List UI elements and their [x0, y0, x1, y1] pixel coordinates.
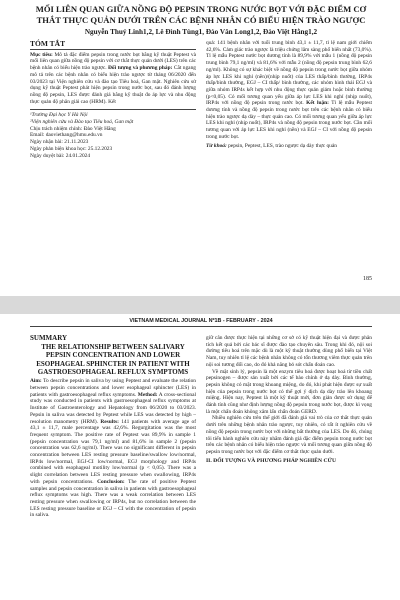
conclusion-label-vn: Kết luận: — [306, 100, 329, 107]
method-label: Method: — [137, 391, 158, 398]
abstract-purpose — [30, 52, 196, 106]
intro-paragraph-1: giữ cân được thực hiện tại những cơ sở có kỹ thuật hiện đại và được phân tích kết quả bởi các bác sĩ được đào tạo chuyên sâu. Trong khi đó, nội soi đường tiêu hoá trên mặc dù là một kỹ thuật thường dùng phổ biến tại Việt Nam, tuy nhiên tỉ lệ các bệnh nhân không có tổn thương viêm thực quản trên nội soi tương đối cao, do đó khả năng bỏ sót chẩn đoán cao. — [206, 335, 372, 368]
page-separator — [0, 296, 400, 314]
page-2-columns — [30, 335, 372, 519]
keywords — [206, 143, 372, 150]
summary-heading-en: SUMMARY — [30, 334, 68, 342]
methods-text: Cắt ngang mô tả trên các bệnh nhân có biểu hiện trào ngược từ tháng 06/2020 đến 03/2023 tại Viện nghiên cứu và đào tạo Tiêu hoá, Gan mật. Nghiên cứu sử dụng kỹ thuật Peptest phát hiện pepsin trong nước bọt, sau đó đánh lượng nồng độ pepsin, LES được đánh giá bằng kỹ thuật đo áp lực và nhu động thực quản độ phân giải cao (HRM). Kết — [30, 65, 196, 105]
keywords-label: Từ khoá: — [206, 142, 227, 149]
methods-label: Đối tượng và phương pháp: — [108, 65, 173, 72]
affiliations — [30, 109, 196, 125]
journal-header: VIETNAM MEDICAL JOURNAL Nº1B - FEBRUARY - 2024 — [30, 318, 372, 327]
intro-paragraph-3: Nhiều nghiên cứu trên thế giới đã đánh giá vai trò của cơ thắt thực quản dưới trên những bệnh nhân trào ngược, tuy nhiên, có rất ít nghiên cứu về nồng độ pepsin trong nước bọt với những bất thường của LES. Do đó, chúng tôi tiến hành nghiên cứu này nhằm đánh giá đặc điểm pepsin trong nước bọt trên các bệnh nhân có biểu hiện trào ngược và mối tương quan giữa nồng độ pepsin trong nước bọt với đặc điểm cơ thắt thực quản dưới. — [206, 415, 372, 455]
page-2 — [0, 314, 400, 600]
authors: Nguyễn Thuý Linh1,2, Lê Đình Tùng1, Đào Văn Long1,2, Đào Việt Hằng1,2 — [84, 28, 318, 36]
purpose-label: Mục tiêu: — [30, 51, 53, 58]
affiliation-2: ²Viện nghiên cứu và Đào tạo Tiêu hoá, Gan mật — [30, 119, 134, 126]
page-1-right-column — [206, 40, 372, 159]
abstract-en — [30, 378, 196, 519]
page-1 — [0, 0, 400, 296]
article-title-en: THE RELATIONSHIP BETWEEN SALIVARY PEPSIN CONCENTRATION AND LOWER ESOPHAGEAL SPHINCTER IN PATIENT WITH GASTROESOPHAGEAL REFLUX SYMPTOMS — [36, 342, 190, 376]
article-title-vn: MỐI LIÊN QUAN GIỮA NỒNG ĐỘ PEPSIN TRONG NƯỚC BỌT VỚI ĐẶC ĐIỂM CƠ THẮT THỰC QUẢN DƯỚI TRÊN CÁC BỆNH NHÂN CÓ BIỂU HIỆN TRÀO NGƯỢC — [35, 4, 367, 25]
conclusion-text-vn: Tỉ lệ mẫu Peptest dương tính và nồng độ pepsin trong nước bọt trên các bệnh nhân có biểu hiện trào ngược dạ dày – thực quản cao. Có mối tương quan yếu giữa áp lực LES khi nghỉ (nhịp nuốt), IRP4s và nồng độ pepsin trong nước bọt. Cần mối tương quan với áp lực LES khi nghỉ (nền) và EGJ – CI với nồng độ pepsin trong nước bọt. — [206, 100, 372, 140]
date-accepted: Ngày duyệt bài: 24.01.2024 — [30, 152, 91, 159]
section-heading-methods: II. ĐỐI TƯỢNG VÀ PHƯƠNG PHÁP NGHIÊN CỨU — [206, 457, 337, 464]
summary-heading-vn: TÓM TẮT — [30, 41, 196, 50]
date-reviewed: Ngày phản biện khoa học: 25.12.2023 — [30, 145, 113, 152]
corresponding-author: Chịu trách nhiệm chính: Đào Việt Hằng — [30, 125, 116, 132]
page-1-left-column — [30, 40, 196, 159]
date-received: Ngày nhận bài: 21.11.2023 — [30, 139, 89, 146]
purpose-text: Mô tả đặc điểm pepsin trong nước bọt bằng kỹ thuật Peptest và mối liên quan giữa nồng độ pepsin với cơ thắt thực quản dưới (LES) trên các bệnh nhân có biểu hiện trào ngược. — [30, 51, 196, 72]
conclusion-text-en: The rate of positive Peptest samples and pepsin concentration in saliva in patients with gastroesophageal reflux symptoms was high. There was a weak correlation between LES resting pressure when swallowing or IRP4s, but no correlation between the LES resting pressure baseline or EGJ – CI with the concentration of pepsin in saliva. — [30, 478, 196, 519]
page-2-left-column — [30, 335, 196, 519]
affiliation-1: ¹Trường Đại học Y Hà Nội — [30, 112, 88, 119]
page-2-right-column — [206, 335, 372, 519]
aim-label: Aim: — [30, 378, 42, 385]
page-1-columns — [30, 40, 372, 159]
aim-text: To describe pepsin in saliva by using Peptest and evaluate the relation between pepsin concentrations and lower esophageal sphincter (LES) in patients with gastroesophageal reflux symptoms. — [30, 378, 196, 398]
method-text: A cross-sectional study was conducted in patients with gastroesophageal reflux symptoms at Institute of Gastroenterology and Hepatology from 06/2020 to 03/2023. Pepsin in saliva was detected by Peptest while LES was detected by high – resolution manometry (HRM). — [30, 391, 196, 425]
corresponding-email: Email: daoviethang@hmu.edu.vn — [30, 132, 103, 139]
page-number: 185 — [363, 276, 372, 282]
conclusion-label-en: Conclusion: — [97, 478, 125, 485]
results-text: quả: 141 bệnh nhân với tuổi trung bình 43,1 ± 11,7, tỉ lệ nam giới chiếm 42,6%. Cảm giác trào ngược là triệu chứng lâm sàng phổ biến nhất (73,0%). Tỉ lệ mẫu Peptest nước bọt dương tính là 89,9% với mẫu 1 (nồng độ pepsin trung bình 79,1 ng/ml) và 81,6% với mẫu 2 (nồng độ pepsin trung bình 62,6 ng/ml). Không có sự khác biệt về nồng độ pepsin trong nước bọt giữa nhóm áp lực LES khi nghỉ (nền)/(nhịp nuốt) của LES thấp/bình thường, IRP4s thấp/bình thường, EGJ – CI thấp/ bình thường, các nhóm hình thái EGJ và giữa nhóm IRP4s kết hợp với nhu động thực quản giảm hoặc bình thường (p<0,05). Có mối tương quan yếu giữa áp lực LES khi nghỉ (nhịp nuốt), IRP4s với nồng độ pepsin trong nước bọt. — [206, 40, 372, 107]
keywords-text: pepsin, Peptest, LES, trào ngược dạ dày thực quản — [228, 142, 337, 149]
intro-paragraph-2: Về mặt sinh lý, pepsin là một enzym tiêu hoá được hoạt hoá từ tiền chất pepsinogen – được sản xuất bởi các tế bào chính ở dạ dày. Bình thường, pepsin không có mặt trong khoang miệng, do đó, khi phát hiện được sự xuất hiện của pepsin trong nước bọt có thể gợi ý dịch dạ dày trào lên khoang miệng. Hiện nay, Peptest là một kỹ thuật mới, đơn giản được sử dụng để đánh tính cũng như định lượng nồng độ pepsin trong nước bọt, được kì vọng là một chẩn đoán không xâm lấn chẩn đoán GERD. — [206, 368, 372, 415]
results-text-en: 141 patients with average age of 43,1 ± 11,7, male percentage was 42,6%. Regurgitation was the most frequent symptom. The positive rate of Peptest was 89,9% in sample 1 (pepsin concentration was 79,1 ng/ml) and 81,6% in sample 2 (pepsin concentration was 62,6 ng/ml). There was no significant different in pepsin concentration between LES resting pressure baseline/swallow low/normal, IRP4s low/normal, EGJ-CI low/normal, EGJ morphology and IRP4s combined with esophageal motility low/normal (p < 0,05). There was a slight correlation between LES resting pressure when swallowing, IRP4s with pepsin concentrations. — [30, 418, 196, 485]
results-label-en: Results: — [100, 418, 119, 425]
